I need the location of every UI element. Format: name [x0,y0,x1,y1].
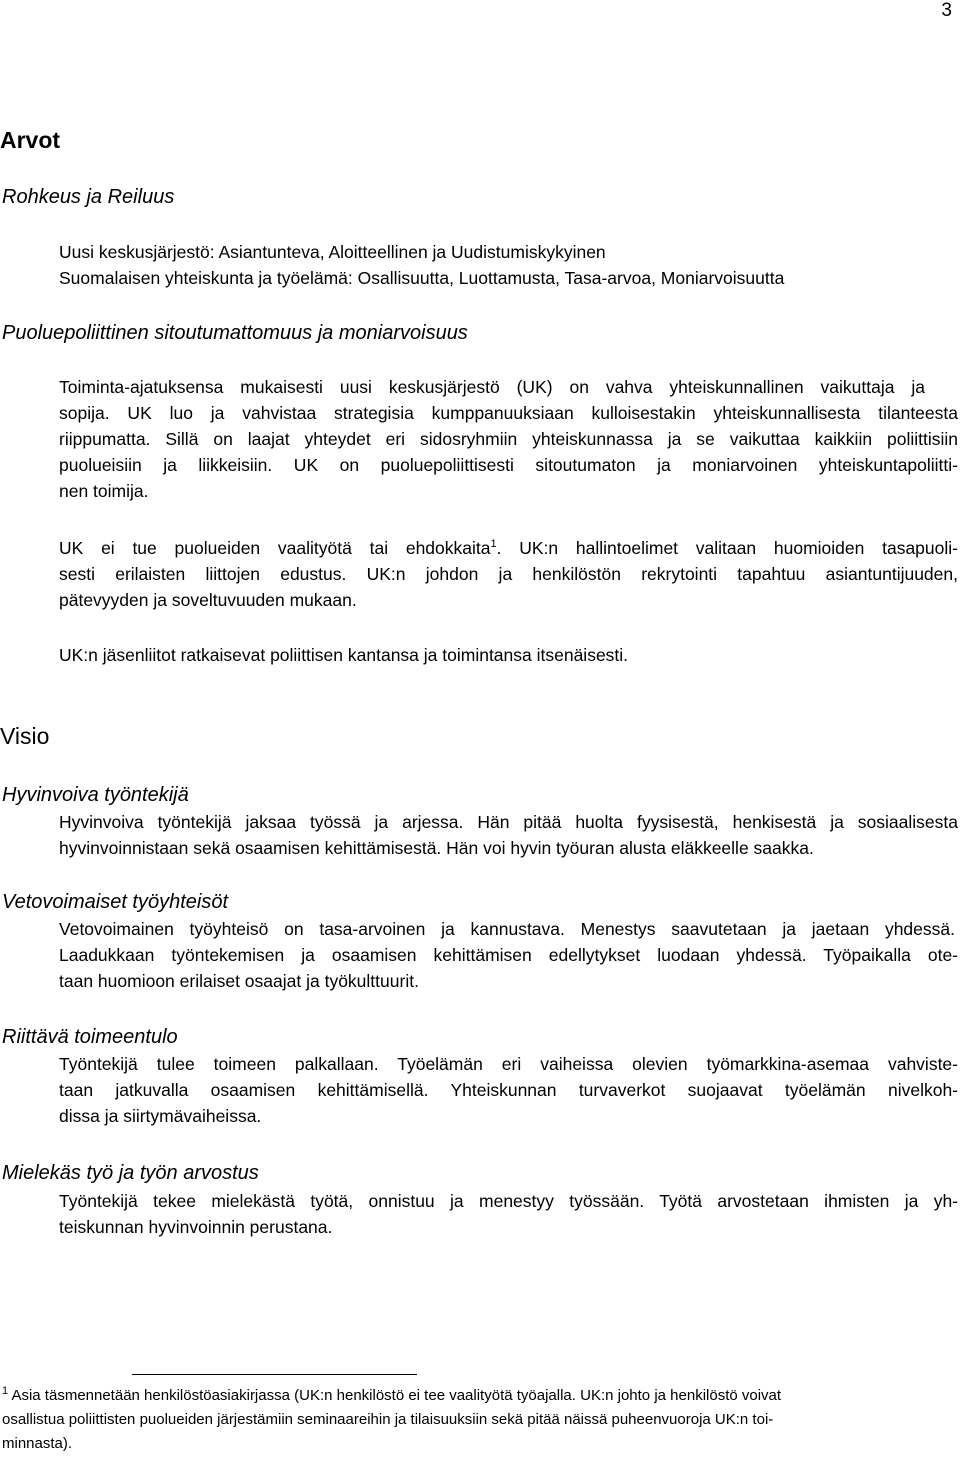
text-line: Suomalaisen yhteiskunta ja työelämä: Osallisuutta, Luottamusta, Tasa-arvoa, Moniarvoisuutta [59,268,785,288]
footnote-reference: 1 [490,538,497,551]
text-line: Laadukkaan työntekemisen ja osaamisen kehittämisen edellytykset luodaan yhdessä. Työpaikalla ote- [59,945,958,965]
subheading-rohkeus: Rohkeus ja Reiluus [2,186,175,208]
text-line: puolueisiin ja liikkeisiin. UK on puoluepoliittisesti sitoutumaton ja moniarvoinen yhteiskuntapoliitti- [59,455,958,475]
text-line: sopija. UK luo ja vahvistaa strategisia kumppanuuksiaan kulloisestakin yhteiskunnallisesta tilanteesta [59,403,958,423]
puoluepoliittinen-paragraph-3 [59,642,628,668]
text-line: hyvinvoinnistaan sekä osaamisen kehittämisestä. Hän voi hyvin työuran alusta eläkkeelle saakka. [59,838,814,858]
footnote [2,1384,781,1456]
footnote-line: osallistua poliittisten puolueiden järjestämiin seminaareihin ja tilaisuuksiin sekä pitää näissä puheenvuoroja UK:n toi- [2,1411,774,1428]
text-line: Vetovoimainen työyhteisö on tasa-arvoinen ja kannustava. Menestys saavutetaan ja jaetaan yhdessä. [59,919,955,939]
page-number: 3 [941,0,952,21]
subheading-hyvinvoiva-tyontekija: Hyvinvoiva työntekijä [2,784,189,806]
footnote-text: Asia täsmennetään henkilöstöasiakirjassa (UK:n henkilöstö ei tee vaalityötä työajalla. UK:n johto ja henkilöstö voivat [8,1387,782,1404]
subheading-mielekas-tyo: Mielekäs työ ja työn arvostus [2,1162,259,1184]
footnote-line [2,1384,781,1408]
footnote-separator [132,1374,417,1375]
text-line: UK:n jäsenliitot ratkaisevat poliittisen kantansa ja toimintansa itsenäisesti. [59,645,629,665]
hyvinvoiva-tyontekija-paragraph [59,809,958,861]
text-line: pätevyyden ja soveltuvuuden mukaan. [59,590,357,610]
text-line: Hyvinvoiva työntekijä jaksaa työssä ja arjessa. Hän pitää huolta fyysisestä, henkisestä ja sosiaalisesta [59,812,958,832]
text-segment: . UK:n hallintoelimet valitaan huomioiden tasapuoli- [496,538,958,558]
text-line: Työntekijä tekee mielekästä työtä, onnistuu ja menestyy työssään. Työtä arvostetaan ihmisten ja yh- [59,1191,958,1211]
arvot-paragraph [59,239,784,291]
section-heading-arvot: Arvot [0,127,61,153]
section-heading-visio: Visio [0,723,50,749]
text-line: Työntekijä tulee toimeen palkallaan. Työelämän eri vaiheissa olevien työmarkkina-asemaa vahviste- [59,1054,958,1074]
text-line: Uusi keskusjärjestö: Asiantunteva, Aloitteellinen ja Uudistumiskykyinen [59,242,606,262]
mielekas-tyo-paragraph [59,1188,958,1240]
text-line: taan huomioon erilaiset osaajat ja työkulttuurit. [59,971,419,991]
subheading-riittava-toimeentulo: Riittävä toimeentulo [2,1026,178,1048]
vetovoimaiset-tyoyhteisot-paragraph [59,916,958,994]
subheading-puoluepoliittinen: Puoluepoliittinen sitoutumattomuus ja moniarvoisuus [2,322,468,344]
text-line: nen toimija. [59,481,149,501]
puoluepoliittinen-paragraph-2 [59,535,958,613]
riittava-toimeentulo-paragraph [59,1051,958,1129]
text-line [59,535,958,561]
text-line: Toiminta-ajatuksensa mukaisesti uusi keskusjärjestö (UK) on vahva yhteiskunnallinen vaikuttaja ja [59,377,925,397]
text-line: dissa ja siirtymävaiheissa. [59,1106,262,1126]
footnote-marker: 1 [2,1385,9,1397]
footnote-line: minnasta). [2,1435,73,1452]
puoluepoliittinen-paragraph-1 [59,374,958,504]
text-line: sesti erilaisten liittojen edustus. UK:n johdon ja henkilöstön rekrytointi tapahtuu asiantuntijuuden, [59,564,958,584]
text-segment: UK ei tue puolueiden vaalityötä tai ehdokkaita [59,538,491,558]
text-line: teiskunnan hyvinvoinnin perustana. [59,1217,333,1237]
text-line: riippumatta. Sillä on laajat yhteydet eri sidosryhmiin yhteiskunnassa ja se vaikuttaa kaikkiin poliittisiin [59,429,958,449]
text-line: taan jatkuvalla osaamisen kehittämisellä. Yhteiskunnan turvaverkot suojaavat työelämän nivelkoh- [59,1080,958,1100]
subheading-vetovoimaiset-tyoyhteisot: Vetovoimaiset työyhteisöt [2,891,229,913]
